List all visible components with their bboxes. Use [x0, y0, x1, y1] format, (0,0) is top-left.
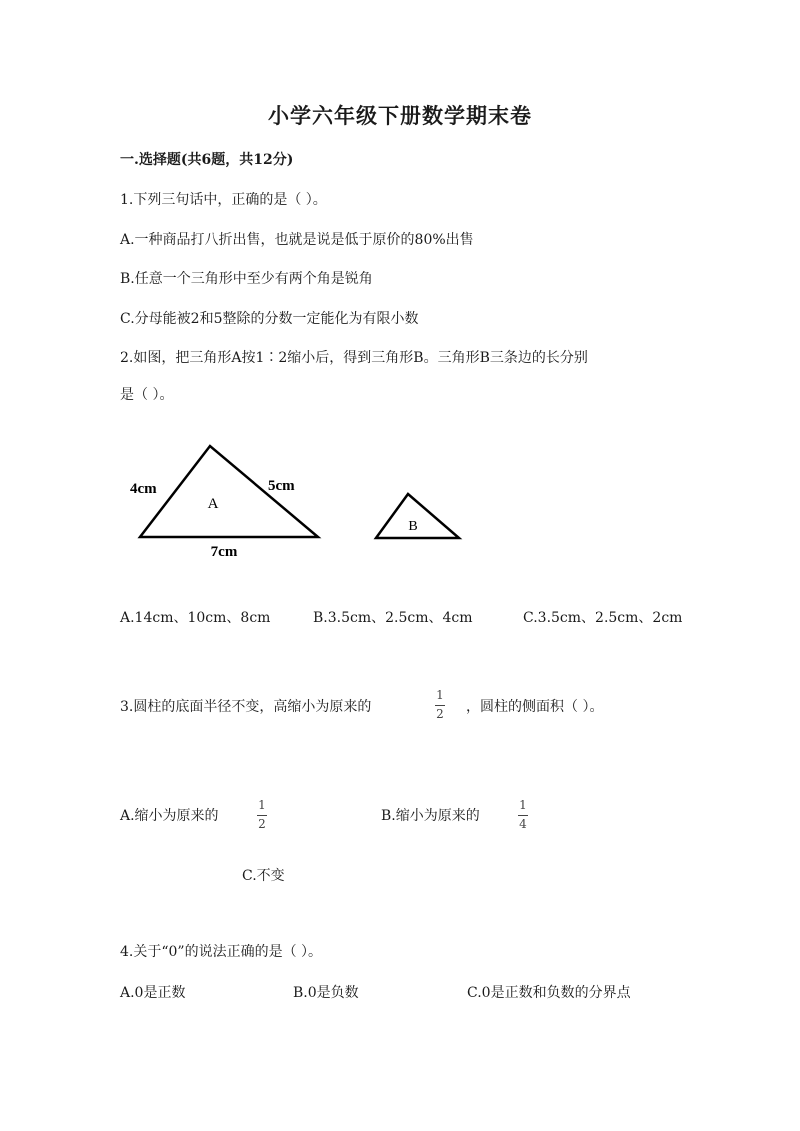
question-4-option-c: C.0是正数和负数的分界点 — [467, 985, 631, 1001]
question-4-stem: 4.关于“0”的说法正确的是（ ）。 — [120, 944, 323, 960]
section-heading: 一.选择题(共6题，共12分) — [120, 152, 294, 168]
question-4-option-b: B.0是负数 — [293, 985, 359, 1001]
question-2-stem-line1: 2.如图，把三角形A按1∶2缩小后，得到三角形B。三角形B三条边的长分别 — [120, 350, 588, 366]
question-1-stem: 1.下列三句话中，正确的是（ ）。 — [120, 192, 327, 208]
question-2-stem-line2: 是（ ）。 — [120, 387, 174, 403]
fraction-numerator: 1 — [519, 798, 527, 812]
triangle-b-label: B — [408, 519, 418, 534]
question-3-fraction — [435, 689, 445, 721]
fraction-denominator: 4 — [519, 817, 527, 831]
question-3-option-c: C.不变 — [242, 868, 285, 884]
question-1-option-b: B.任意一个三角形中至少有两个角是锐角 — [120, 271, 373, 287]
question-3-stem-before: 3.圆柱的底面半径不变，高缩小为原来的 — [120, 699, 372, 715]
question-2-option-a: A.14cm、10cm、8cm — [120, 610, 271, 626]
triangle-a-label: A — [207, 496, 219, 512]
question-2-option-b: B.3.5cm、2.5cm、4cm — [313, 610, 473, 626]
question-3-option-b: B.缩小为原来的 — [381, 808, 480, 824]
question-1-option-a: A.一种商品打八折出售，也就是说是低于原价的80%出售 — [120, 232, 474, 248]
fraction-numerator: 1 — [258, 798, 266, 812]
side-right-label: 5cm — [268, 478, 295, 494]
fraction-numerator: 1 — [436, 688, 444, 702]
page-title: 小学六年级下册数学期末卷 — [268, 103, 532, 128]
fraction-denominator: 2 — [436, 707, 444, 721]
question-3-stem-after: ，圆柱的侧面积（ ）。 — [466, 699, 604, 715]
fraction-denominator: 2 — [258, 817, 266, 831]
side-left-label: 4cm — [130, 481, 157, 497]
option-a-fraction — [257, 799, 267, 831]
question-2-option-c: C.3.5cm、2.5cm、2cm — [523, 610, 683, 626]
option-b-fraction — [518, 799, 528, 831]
question-1-option-c: C.分母能被2和5整除的分数一定能化为有限小数 — [120, 311, 419, 327]
question-4-option-a: A.0是正数 — [120, 985, 186, 1001]
side-bottom-label: 7cm — [210, 544, 238, 560]
question-3-option-a: A.缩小为原来的 — [120, 808, 219, 824]
